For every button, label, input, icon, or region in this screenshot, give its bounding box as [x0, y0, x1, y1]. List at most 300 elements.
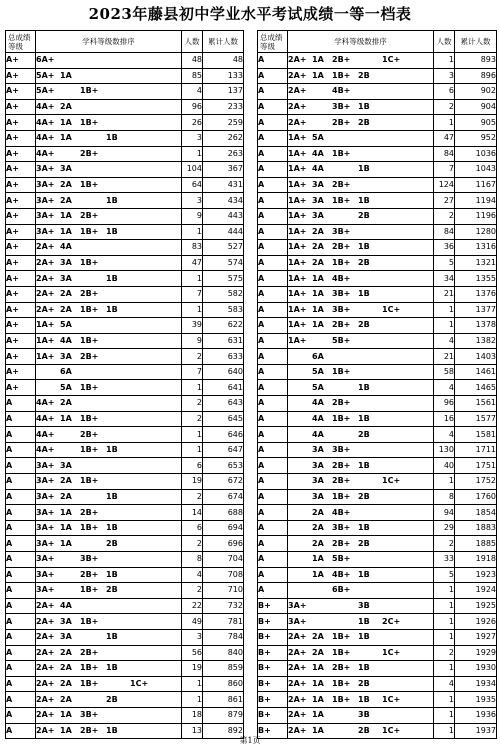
level-cell: A: [6, 520, 36, 536]
combo-part: 2A: [60, 180, 72, 190]
table-row: [6, 84, 244, 100]
combo-part: 2A: [312, 226, 324, 236]
level-cell: A+: [6, 255, 36, 271]
count-cell: 1: [182, 224, 203, 240]
combo-part: 1C+: [382, 476, 401, 486]
level-cell: A: [258, 224, 288, 240]
table-row: [6, 505, 244, 521]
level-cell: A: [6, 583, 36, 599]
combo-cell: [288, 427, 434, 443]
combo-cell: [288, 629, 434, 645]
combo-cell: [36, 614, 182, 630]
level-cell: A: [6, 442, 36, 458]
cumulative-cell: 1577: [455, 411, 497, 427]
count-cell: 1: [434, 115, 455, 131]
combo-part: 1C+: [130, 679, 149, 689]
combo-part: 4A: [60, 242, 72, 252]
combo-part: 1B+: [80, 180, 99, 190]
level-cell: A+: [6, 318, 36, 334]
combo-part: 2A+: [288, 679, 307, 689]
combo-part: 3A: [60, 460, 72, 470]
combo-part: 2B+: [332, 55, 351, 65]
count-cell: 7: [182, 286, 203, 302]
combo-part: 3A: [60, 632, 72, 642]
combo-part: 1B: [358, 632, 370, 642]
cumulative-cell: 575: [203, 271, 244, 287]
level-cell: A: [6, 567, 36, 583]
header-cumulative: 累计人数: [203, 31, 244, 53]
combo-part: 3A+: [36, 476, 55, 486]
combo-part: 1C+: [382, 725, 401, 735]
count-cell: 4: [182, 567, 203, 583]
combo-part: 1B: [106, 195, 118, 205]
combo-cell: [36, 84, 182, 100]
combo-part: 1B+: [80, 585, 99, 595]
combo-cell: [36, 505, 182, 521]
table-row: [258, 255, 497, 271]
combo-cell: [36, 364, 182, 380]
level-cell: A+: [6, 208, 36, 224]
table-row: [258, 474, 497, 490]
cumulative-cell: 633: [203, 349, 244, 365]
count-cell: 39: [182, 318, 203, 334]
table-row: [258, 349, 497, 365]
count-cell: 2: [434, 99, 455, 115]
combo-cell: [288, 707, 434, 723]
level-cell: A: [258, 99, 288, 115]
count-cell: 9: [182, 333, 203, 349]
level-cell: A: [6, 458, 36, 474]
combo-part: 3B+: [332, 445, 351, 455]
table-row: [6, 208, 244, 224]
cumulative-cell: 367: [203, 162, 244, 178]
count-cell: 1: [434, 302, 455, 318]
level-cell: B+: [258, 692, 288, 708]
combo-cell: [36, 598, 182, 614]
level-cell: A: [258, 349, 288, 365]
table-row: [258, 318, 497, 334]
count-cell: 94: [434, 505, 455, 521]
combo-part: 1B+: [332, 632, 351, 642]
combo-cell: [36, 99, 182, 115]
level-cell: A+: [6, 224, 36, 240]
combo-part: 1A: [60, 117, 72, 127]
count-cell: 5: [434, 567, 455, 583]
table-row: [258, 396, 497, 412]
count-cell: 40: [434, 458, 455, 474]
combo-part: 5A: [312, 133, 324, 143]
table-row: [6, 474, 244, 490]
cumulative-cell: 672: [203, 474, 244, 490]
combo-part: 2B: [106, 694, 118, 704]
combo-part: 2B+: [332, 398, 351, 408]
combo-cell: [288, 676, 434, 692]
cumulative-cell: 582: [203, 286, 244, 302]
combo-cell: [288, 162, 434, 178]
count-cell: 1: [434, 723, 455, 739]
combo-cell: [288, 380, 434, 396]
combo-cell: [36, 53, 182, 69]
combo-part: 2A+: [288, 70, 307, 80]
combo-cell: [36, 583, 182, 599]
combo-cell: [288, 318, 434, 334]
count-cell: 2: [182, 536, 203, 552]
combo-part: 5A+: [36, 86, 55, 96]
cumulative-cell: 859: [203, 661, 244, 677]
combo-part: 2A+: [36, 632, 55, 642]
count-cell: 84: [434, 146, 455, 162]
combo-part: 1B+: [332, 413, 351, 423]
table-row: [6, 489, 244, 505]
combo-part: 1B: [358, 242, 370, 252]
cumulative-cell: 902: [455, 84, 497, 100]
combo-cell: [288, 411, 434, 427]
combo-part: 2A: [312, 507, 324, 517]
combo-cell: [36, 474, 182, 490]
combo-part: 3A+: [288, 601, 307, 611]
combo-cell: [288, 115, 434, 131]
combo-part: 1B: [358, 460, 370, 470]
combo-part: 1B+: [80, 86, 99, 96]
table-row: [6, 692, 244, 708]
level-cell: A+: [6, 68, 36, 84]
combo-part: 4A+: [36, 133, 55, 143]
cumulative-cell: 259: [203, 115, 244, 131]
table-row: [6, 333, 244, 349]
level-cell: A+: [6, 193, 36, 209]
cumulative-cell: 861: [203, 692, 244, 708]
table-row: [258, 661, 497, 677]
combo-part: 3A: [312, 476, 324, 486]
table-row: [6, 224, 244, 240]
combo-cell: [288, 177, 434, 193]
combo-cell: [288, 458, 434, 474]
combo-part: 2A+: [288, 117, 307, 127]
combo-cell: [36, 68, 182, 84]
combo-part: 1A: [312, 725, 324, 735]
combo-part: 1A+: [288, 195, 307, 205]
table-row: [258, 536, 497, 552]
combo-part: 2B: [106, 585, 118, 595]
level-cell: A: [6, 489, 36, 505]
header-combo: 学科等级数排序: [288, 31, 434, 53]
combo-part: 2A: [60, 102, 72, 112]
level-cell: A: [258, 286, 288, 302]
combo-cell: [36, 661, 182, 677]
count-cell: 7: [182, 364, 203, 380]
combo-part: 2B+: [332, 663, 351, 673]
combo-cell: [288, 474, 434, 490]
cumulative-cell: 48: [203, 53, 244, 69]
combo-part: 1A: [60, 133, 72, 143]
count-cell: 1: [434, 318, 455, 334]
combo-cell: [36, 162, 182, 178]
combo-part: 1B+: [80, 258, 99, 268]
cumulative-cell: 1461: [455, 364, 497, 380]
combo-part: 4A+: [36, 117, 55, 127]
level-cell: A: [6, 629, 36, 645]
combo-part: 3A: [60, 164, 72, 174]
count-cell: 21: [434, 349, 455, 365]
combo-part: 1A: [60, 507, 72, 517]
count-cell: 3: [182, 130, 203, 146]
page-number: 第1页: [239, 736, 261, 745]
table-row: [258, 598, 497, 614]
level-cell: A: [258, 318, 288, 334]
combo-part: 2B: [358, 679, 370, 689]
table-row: [6, 552, 244, 568]
combo-cell: [288, 146, 434, 162]
combo-part: 2B+: [80, 148, 99, 158]
combo-part: 2B: [106, 538, 118, 548]
combo-part: 1B: [358, 102, 370, 112]
combo-part: 1A+: [288, 242, 307, 252]
combo-cell: [288, 598, 434, 614]
combo-part: 1B+: [332, 679, 351, 689]
table-row: [258, 84, 497, 100]
combo-part: 2A: [60, 694, 72, 704]
combo-cell: [288, 614, 434, 630]
table-row: [6, 614, 244, 630]
grade-table-right: [257, 30, 497, 739]
count-cell: 83: [182, 240, 203, 256]
level-cell: B+: [258, 676, 288, 692]
cumulative-cell: 1355: [455, 271, 497, 287]
table-row: [258, 505, 497, 521]
combo-part: 4A: [312, 429, 324, 439]
combo-part: 1B: [358, 523, 370, 533]
cumulative-cell: 1930: [455, 661, 497, 677]
combo-part: 3B+: [332, 523, 351, 533]
combo-part: 1B+: [332, 258, 351, 268]
table-row: [258, 99, 497, 115]
combo-part: 1A: [312, 320, 324, 330]
table-row: [6, 364, 244, 380]
level-cell: A: [6, 707, 36, 723]
cumulative-cell: 688: [203, 505, 244, 521]
combo-part: 2A: [60, 663, 72, 673]
combo-cell: [36, 396, 182, 412]
level-cell: A: [258, 146, 288, 162]
combo-cell: [288, 333, 434, 349]
combo-part: 1A+: [36, 351, 55, 361]
cumulative-cell: 904: [455, 99, 497, 115]
count-cell: 1: [182, 271, 203, 287]
count-cell: 1: [182, 692, 203, 708]
level-cell: A: [258, 552, 288, 568]
level-cell: A: [258, 68, 288, 84]
cumulative-cell: 1196: [455, 208, 497, 224]
level-cell: B+: [258, 661, 288, 677]
count-cell: 1: [434, 598, 455, 614]
combo-cell: [288, 271, 434, 287]
combo-cell: [288, 193, 434, 209]
table-row: [6, 53, 244, 69]
count-cell: 1: [434, 692, 455, 708]
count-cell: 5: [434, 255, 455, 271]
count-cell: 19: [182, 661, 203, 677]
count-cell: 2: [182, 411, 203, 427]
combo-cell: [288, 99, 434, 115]
combo-part: 4B+: [332, 569, 351, 579]
count-cell: 58: [434, 364, 455, 380]
level-cell: A: [258, 333, 288, 349]
level-cell: A: [258, 489, 288, 505]
table-row: [258, 427, 497, 443]
combo-part: 3A: [312, 445, 324, 455]
level-cell: A+: [6, 115, 36, 131]
cumulative-cell: 643: [203, 396, 244, 412]
combo-part: 1B+: [80, 476, 99, 486]
count-cell: 18: [182, 707, 203, 723]
level-cell: A+: [6, 349, 36, 365]
table-row: [6, 318, 244, 334]
combo-part: 2A+: [36, 647, 55, 657]
combo-part: 2A+: [36, 663, 55, 673]
combo-part: 5A: [60, 382, 72, 392]
level-cell: A: [6, 552, 36, 568]
count-cell: 2: [434, 208, 455, 224]
cumulative-cell: 1883: [455, 520, 497, 536]
cumulative-cell: 840: [203, 645, 244, 661]
count-cell: 1: [182, 380, 203, 396]
combo-part: 2A+: [288, 632, 307, 642]
combo-part: 3B+: [80, 554, 99, 564]
combo-part: 3A: [60, 273, 72, 283]
combo-part: 2B+: [332, 242, 351, 252]
table-row: [258, 162, 497, 178]
combo-cell: [36, 629, 182, 645]
combo-part: 2A: [312, 632, 324, 642]
combo-part: 1B: [106, 445, 118, 455]
combo-part: 1A: [60, 413, 72, 423]
cumulative-cell: 1925: [455, 598, 497, 614]
level-cell: A: [258, 458, 288, 474]
combo-part: 2B+: [80, 429, 99, 439]
cumulative-cell: 860: [203, 676, 244, 692]
combo-part: 3A: [312, 460, 324, 470]
cumulative-cell: 1854: [455, 505, 497, 521]
combo-cell: [36, 240, 182, 256]
combo-part: 2A+: [36, 601, 55, 611]
combo-part: 1A: [60, 725, 72, 735]
combo-part: 1A: [312, 70, 324, 80]
table-row: [258, 707, 497, 723]
table-row: [6, 707, 244, 723]
count-cell: 14: [182, 505, 203, 521]
combo-cell: [36, 193, 182, 209]
cumulative-cell: 647: [203, 442, 244, 458]
combo-part: 1C+: [382, 647, 401, 657]
table-row: [6, 442, 244, 458]
combo-part: 6A: [60, 367, 72, 377]
cumulative-cell: 1918: [455, 552, 497, 568]
combo-part: 2A+: [288, 694, 307, 704]
combo-part: 1B+: [80, 335, 99, 345]
combo-cell: [288, 240, 434, 256]
combo-cell: [36, 146, 182, 162]
cumulative-cell: 641: [203, 380, 244, 396]
combo-cell: [36, 442, 182, 458]
combo-part: 1A: [60, 538, 72, 548]
count-cell: 1: [434, 474, 455, 490]
level-cell: A: [258, 396, 288, 412]
cumulative-cell: 137: [203, 84, 244, 100]
combo-part: 2A: [60, 398, 72, 408]
cumulative-cell: 1377: [455, 302, 497, 318]
table-row: [6, 629, 244, 645]
combo-cell: [36, 224, 182, 240]
cumulative-cell: 879: [203, 707, 244, 723]
count-cell: 22: [182, 598, 203, 614]
table-row: [6, 349, 244, 365]
count-cell: 27: [434, 193, 455, 209]
combo-part: 3A: [312, 491, 324, 501]
combo-part: 3A+: [36, 569, 55, 579]
header-cumulative: 累计人数: [455, 31, 497, 53]
count-cell: 49: [182, 614, 203, 630]
table-row: [6, 177, 244, 193]
count-cell: 1: [434, 53, 455, 69]
combo-part: 1B: [358, 382, 370, 392]
combo-cell: [288, 520, 434, 536]
combo-part: 2B+: [332, 460, 351, 470]
count-cell: 8: [182, 552, 203, 568]
table-row: [6, 411, 244, 427]
combo-part: 1A: [312, 569, 324, 579]
cumulative-cell: 1936: [455, 707, 497, 723]
level-cell: A: [258, 115, 288, 131]
combo-part: 2A: [60, 304, 72, 314]
cumulative-cell: 694: [203, 520, 244, 536]
combo-cell: [36, 567, 182, 583]
table-row: [258, 302, 497, 318]
count-cell: 1: [182, 302, 203, 318]
level-cell: A: [258, 84, 288, 100]
level-cell: B+: [258, 645, 288, 661]
level-cell: A: [6, 661, 36, 677]
count-cell: 1: [182, 676, 203, 692]
cumulative-cell: 527: [203, 240, 244, 256]
table-row: [258, 380, 497, 396]
level-cell: A+: [6, 286, 36, 302]
count-cell: 19: [182, 474, 203, 490]
table-row: [258, 645, 497, 661]
combo-part: 1A+: [288, 148, 307, 158]
combo-part: 2A+: [36, 694, 55, 704]
combo-part: 1B: [358, 195, 370, 205]
level-cell: A: [258, 130, 288, 146]
combo-part: 4B+: [332, 86, 351, 96]
table-row: [6, 255, 244, 271]
cumulative-cell: 444: [203, 224, 244, 240]
table-row: [258, 692, 497, 708]
combo-part: 3B+: [332, 102, 351, 112]
combo-part: 4A: [312, 413, 324, 423]
level-cell: A+: [6, 53, 36, 69]
combo-part: 1B+: [332, 195, 351, 205]
combo-part: 4A: [312, 148, 324, 158]
cumulative-cell: 1036: [455, 146, 497, 162]
combo-cell: [36, 676, 182, 692]
combo-part: 5B+: [332, 554, 351, 564]
table-row: [258, 629, 497, 645]
header-count: 人数: [434, 31, 455, 53]
grade-table-left: [5, 30, 244, 739]
count-cell: 4: [434, 676, 455, 692]
combo-part: 3B+: [332, 226, 351, 236]
level-cell: B+: [258, 629, 288, 645]
